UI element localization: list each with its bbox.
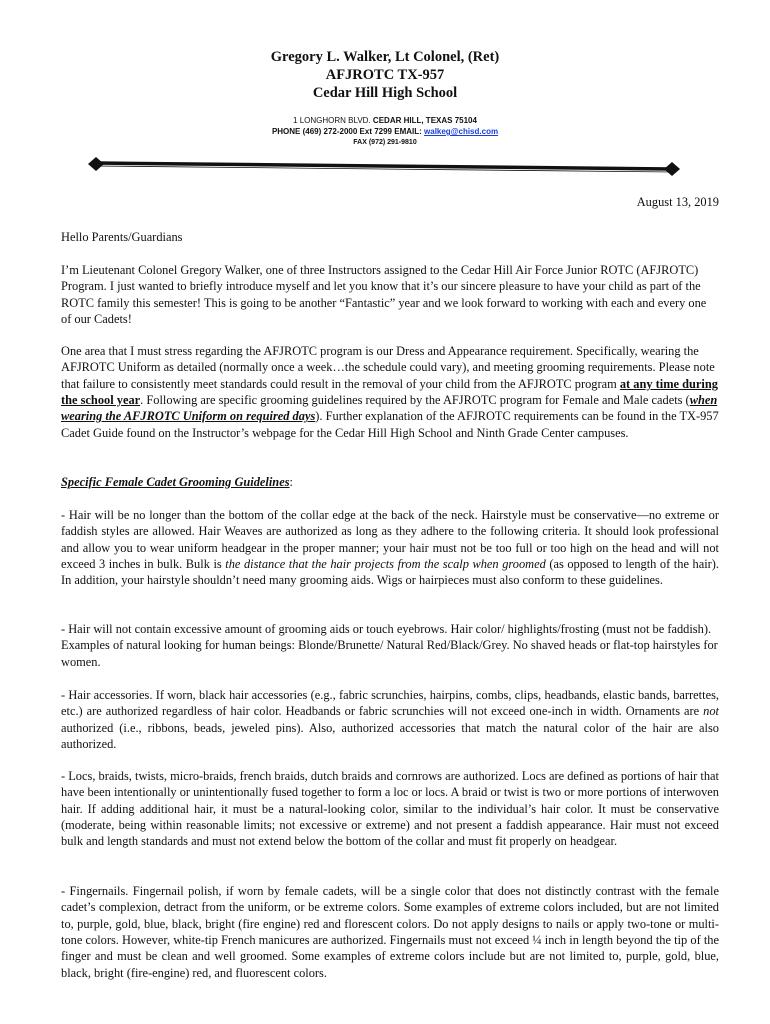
fingernails-guideline: - Fingernails. Fingernail polish, if worn by female cadets, will be a single color that does not distinctly contrast with the female cadet’s complexion, detract from the uniform, or be extreme colors. Some examples of extreme colors included, but are not limited to, purple, gold, blue, black, bright (fire engine) red and florescent colors. Do not apply designs to nails or apply two-tone or multi-tone colors. However, white-tip French manicures are authorized. Fingernails must not exceed ¼ inch in length beyond the tip of the finger and must be clean and well groomed. Some examples of extreme colors include but are not limited to, purple, gold, blue, black, bright (fire-engine) red, and fluorescent colors. <box>61 884 719 980</box>
dress-appearance-paragraph: One area that I must stress regarding the AFJROTC program is our Dress and Appearance requirement. Specifically, wearing the AFJROTC Uniform as detailed (normally once a week…the schedule could vary), and meeting grooming requirements. Please note that failure to consistently meet standards could result in the removal of your child from the AFJROTC program at any time during the school year. Following are specific grooming guidelines required by the AFJROTC program for Female and Male cadets (when wearing the AFJROTC Uniform on required days). Further explanation of the AFJROTC requirements can be found in the TX-957 Cadet Guide found on the Instructor’s webpage for the Cedar Hill High School and Ninth Grade Center campuses. <box>61 344 719 440</box>
address-line <box>0 115 770 126</box>
address-street: 1 LONGHORN BLVD. <box>293 116 371 125</box>
contact-line <box>0 126 770 137</box>
letter-date: August 13, 2019 <box>636 195 719 209</box>
address-city: CEDAR HILL, TEXAS 75104 <box>372 116 477 125</box>
section-heading: Specific Female Cadet Grooming Guidelines: <box>61 475 293 489</box>
emphasis-any-time: at any time during the school year <box>61 376 718 408</box>
sender-name: Gregory L. Walker, Lt Colonel, (Ret) <box>270 49 500 65</box>
school-name: Cedar Hill High School <box>312 85 458 101</box>
salutation: Hello Parents/Guardians <box>61 230 183 244</box>
locs-braids-guideline: - Locs, braids, twists, micro-braids, french braids, dutch braids and cornrows are authorized. Locs are defined as portions of hair that have been intentionally or unintentionally fused together to form a loc or locs. A braid or twist is two or more portions of interwoven hair. If adding additional hair, it must be a natural-looking color, similar to the individual’s hair color. It must be conservative (moderate, being within reasonable limits; not excessive or extreme) and not present a faddish appearance. Hair must not exceed bulk and length standards and must not extend below the bottom of the collar and must fit properly on headgear. <box>61 769 719 849</box>
fax-line: FAX (972) 291-9810 <box>353 139 417 146</box>
divider-right-diamond <box>664 162 680 176</box>
hair-accessories-guideline: - Hair accessories. If worn, black hair accessories (e.g., fabric scrunchies, hairpins, combs, clips, headbands, elastic bands, barrettes, etc.) are authorized regardless of hair color. Headbands or fabric scrunchies will not exceed one-inch in width. Ornaments are not authorized (i.e., ribbons, beads, jeweled pins). Also, authorized accessories that match the natural color of the hair are also authorized. <box>61 688 719 752</box>
email-link[interactable]: walkeg@chisd.com <box>424 127 499 136</box>
intro-paragraph: I’m Lieutenant Colonel Gregory Walker, one of three Instructors assigned to the Cedar Hill Air Force Junior ROTC (AFJROTC) Program. I just wanted to briefly introduce myself and let you know that it’s our sincere pleasure to have your child as part of the ROTC family this semester! This is going to be another “Fantastic” year and we look forward to working with each and every one of our Cadets! <box>61 263 707 327</box>
bulk-definition: the distance that the hair projects from the scalp when groomed <box>225 557 546 572</box>
phone-label: PHONE (469) 272-2000 Ext 7299 EMAIL: <box>271 127 422 136</box>
emphasis-uniform-days: when wearing the AFJROTC Uniform on required days <box>61 393 718 424</box>
hair-length-guideline: - Hair will be no longer than the bottom of the collar edge at the back of the neck. Hairstyle must be conservative—no extreme or faddish styles are allowed. Hair Weaves are authorized as long as they adhere to the following criteria. It should look professional and allow you to wear uniform headgear in the proper manner; your hair must not be too full or too high on the head and will not exceed 3 inches in bulk. Bulk is the distance that the hair projects from the scalp when groomed (as opposed to length of the hair). In addition, your hairstyle shouldn’t need many grooming aids. Wigs or hairpieces must also conform to these guidelines. <box>61 508 719 588</box>
unit-name: AFJROTC TX-957 <box>325 67 445 83</box>
letterhead-divider <box>88 154 680 178</box>
hair-color-guideline: - Hair will not contain excessive amount of grooming aids or touch eyebrows. Hair color/ highlights/frosting (must not be faddish). Examples of natural looking for human beings: Blonde/Brunette/ Natural Red/Black/Grey. No shaved heads or flat-top hairstyles for women. <box>61 622 718 669</box>
divider-left-diamond <box>88 157 104 171</box>
